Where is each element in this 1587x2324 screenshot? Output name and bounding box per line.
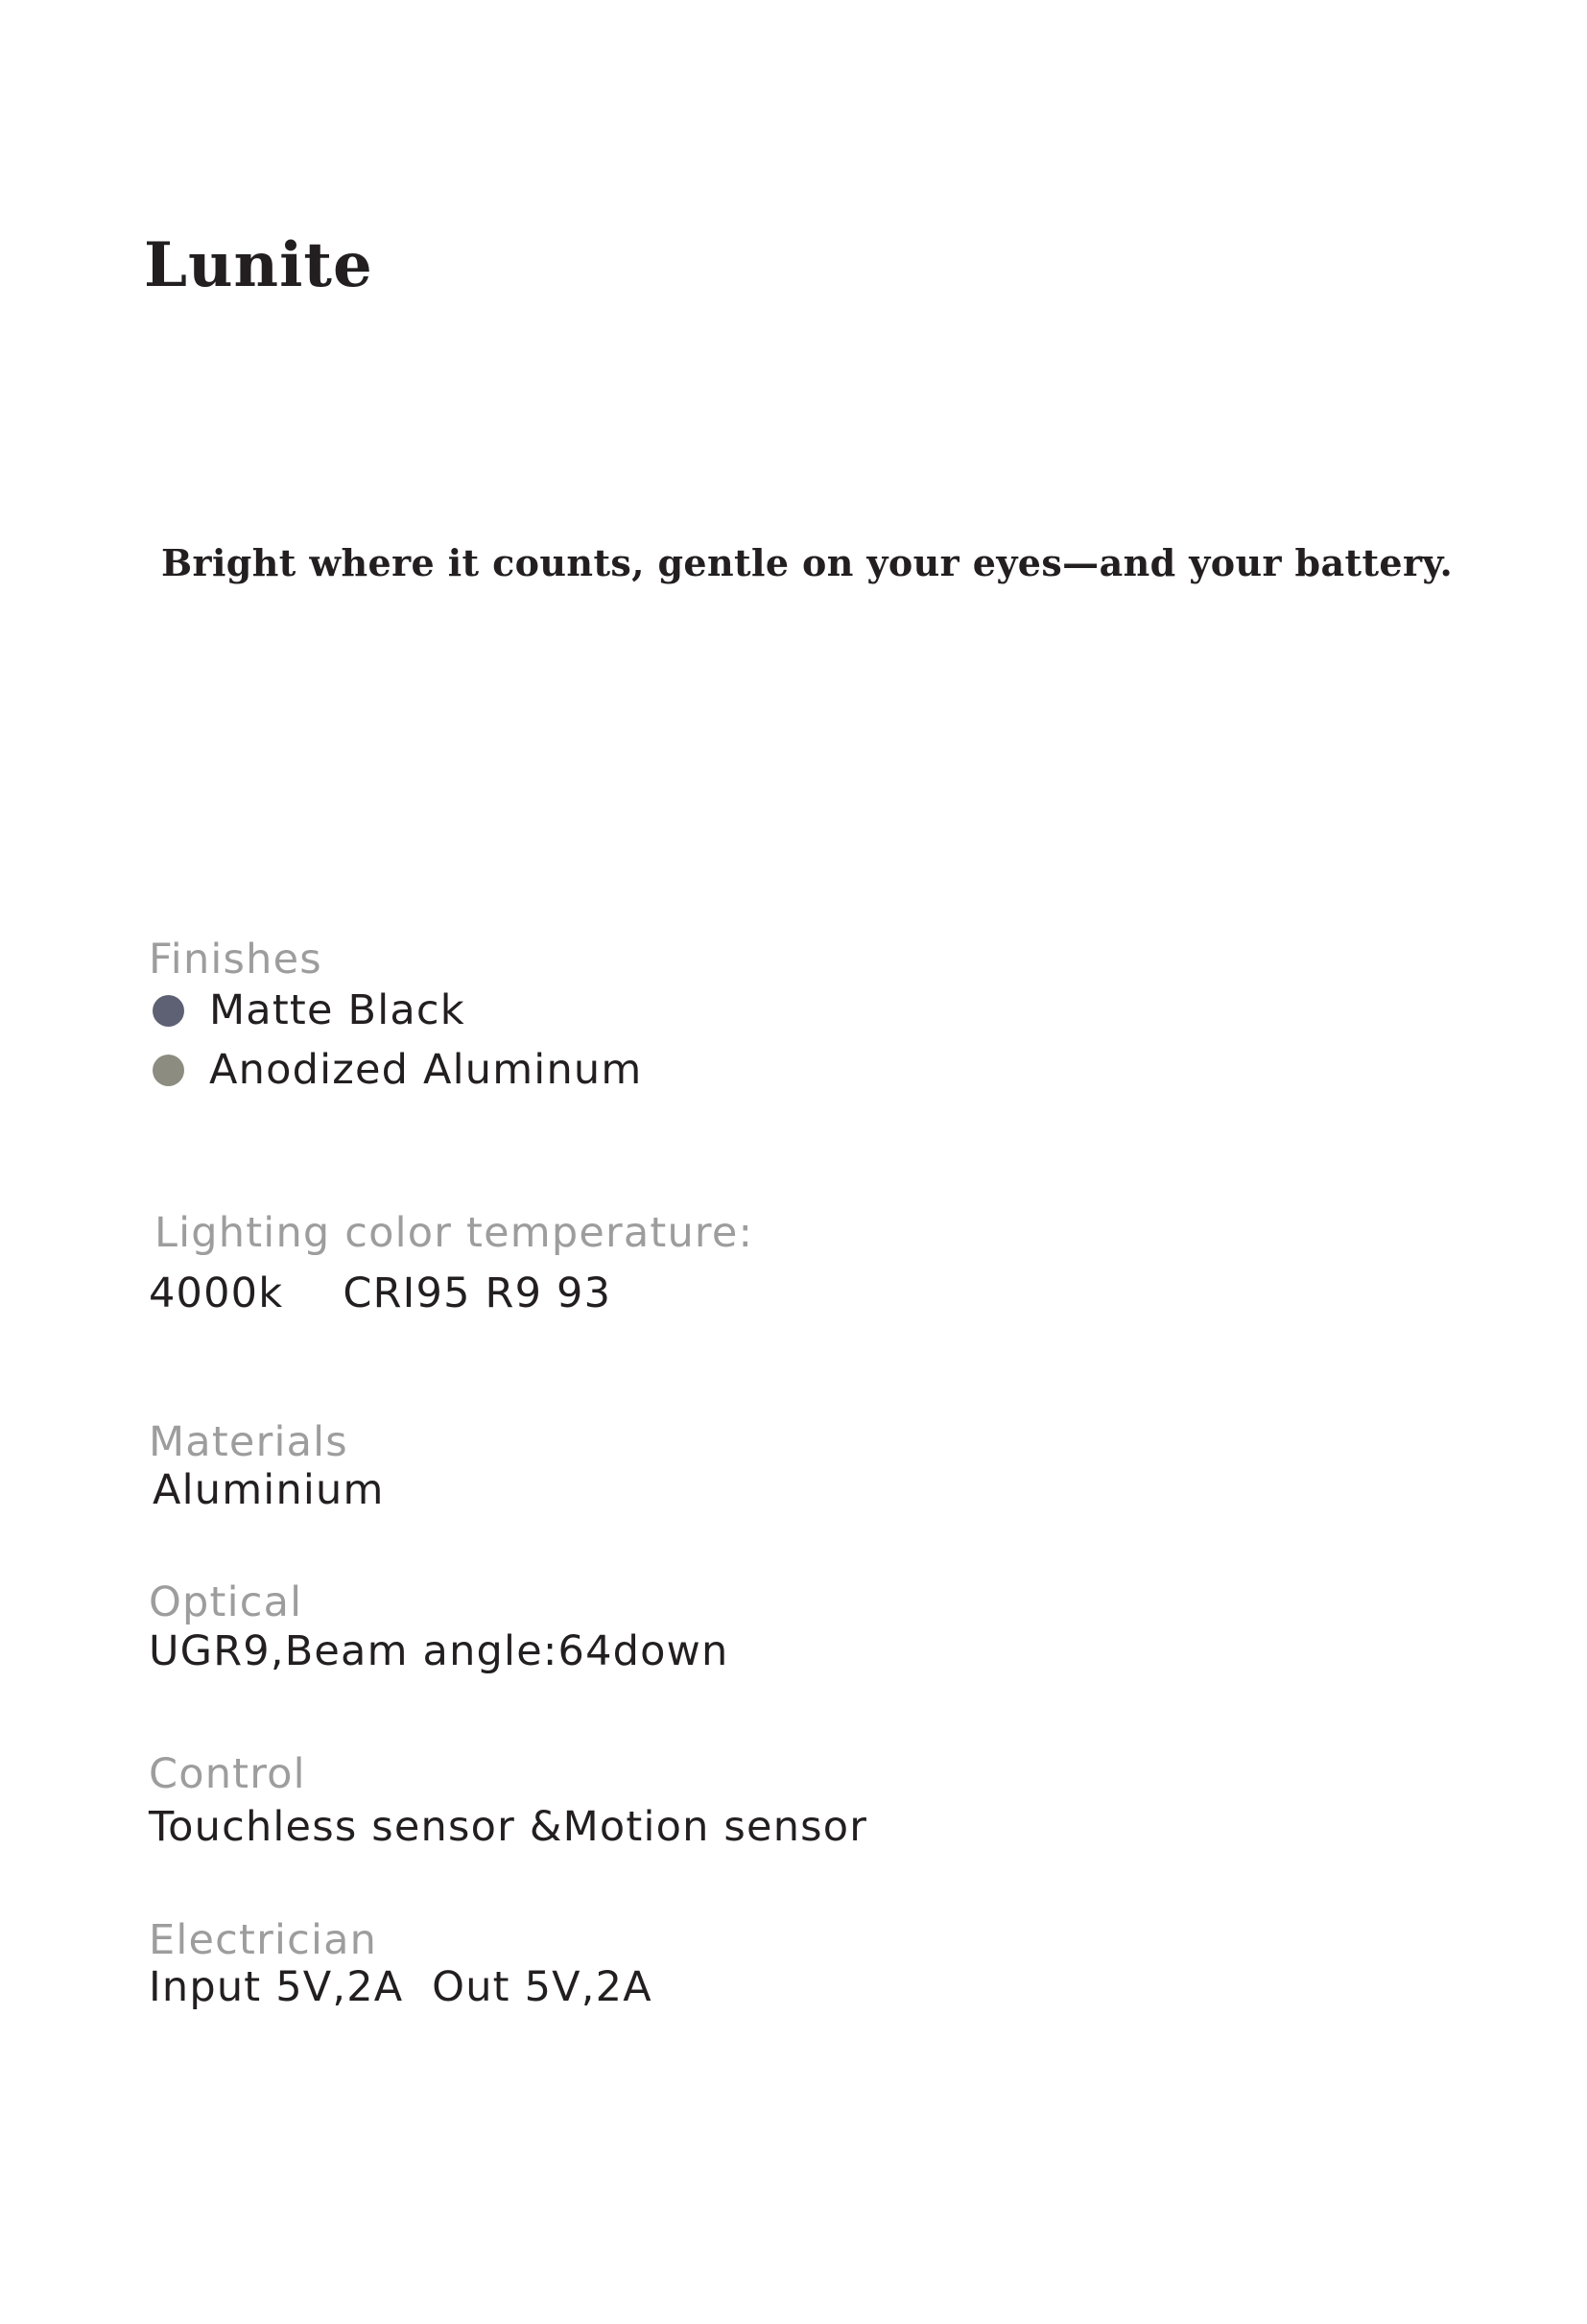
lighting-section [149, 1209, 753, 1317]
lighting-label: Lighting color temperature: [154, 1209, 754, 1257]
electrician-value: Input 5V,2A Out 5V,2A [149, 1963, 652, 2011]
anodized-aluminum-swatch-icon [153, 1055, 184, 1086]
finish-item-matte-black [149, 982, 642, 1039]
finish-label: Anodized Aluminum [209, 1046, 643, 1094]
electrician-section [149, 1916, 652, 2011]
optical-label: Optical [149, 1578, 303, 1626]
electrician-label: Electrician [149, 1916, 378, 1964]
color-temperature-value: 4000k [149, 1269, 284, 1317]
finishes-label: Finishes [149, 936, 322, 984]
finish-label: Matte Black [209, 986, 465, 1034]
tagline: Bright where it counts, gentle on your eyes—and your battery. [161, 541, 1454, 584]
product-title: Lunite [144, 229, 373, 301]
optical-value: UGR9,Beam angle:64down [149, 1627, 729, 1675]
lighting-value [149, 1269, 753, 1317]
finish-item-anodized-aluminum [149, 1041, 642, 1099]
control-label: Control [149, 1750, 306, 1798]
matte-black-swatch-icon [153, 995, 184, 1027]
control-value: Touchless sensor &Motion sensor [149, 1803, 868, 1851]
materials-label: Materials [149, 1418, 348, 1466]
materials-value: Aluminium [153, 1466, 385, 1514]
materials-section [149, 1418, 385, 1514]
finishes-section [149, 936, 642, 1099]
control-section [149, 1750, 867, 1851]
cri-value: CRI95 R9 93 [343, 1269, 612, 1317]
optical-section [149, 1578, 729, 1675]
